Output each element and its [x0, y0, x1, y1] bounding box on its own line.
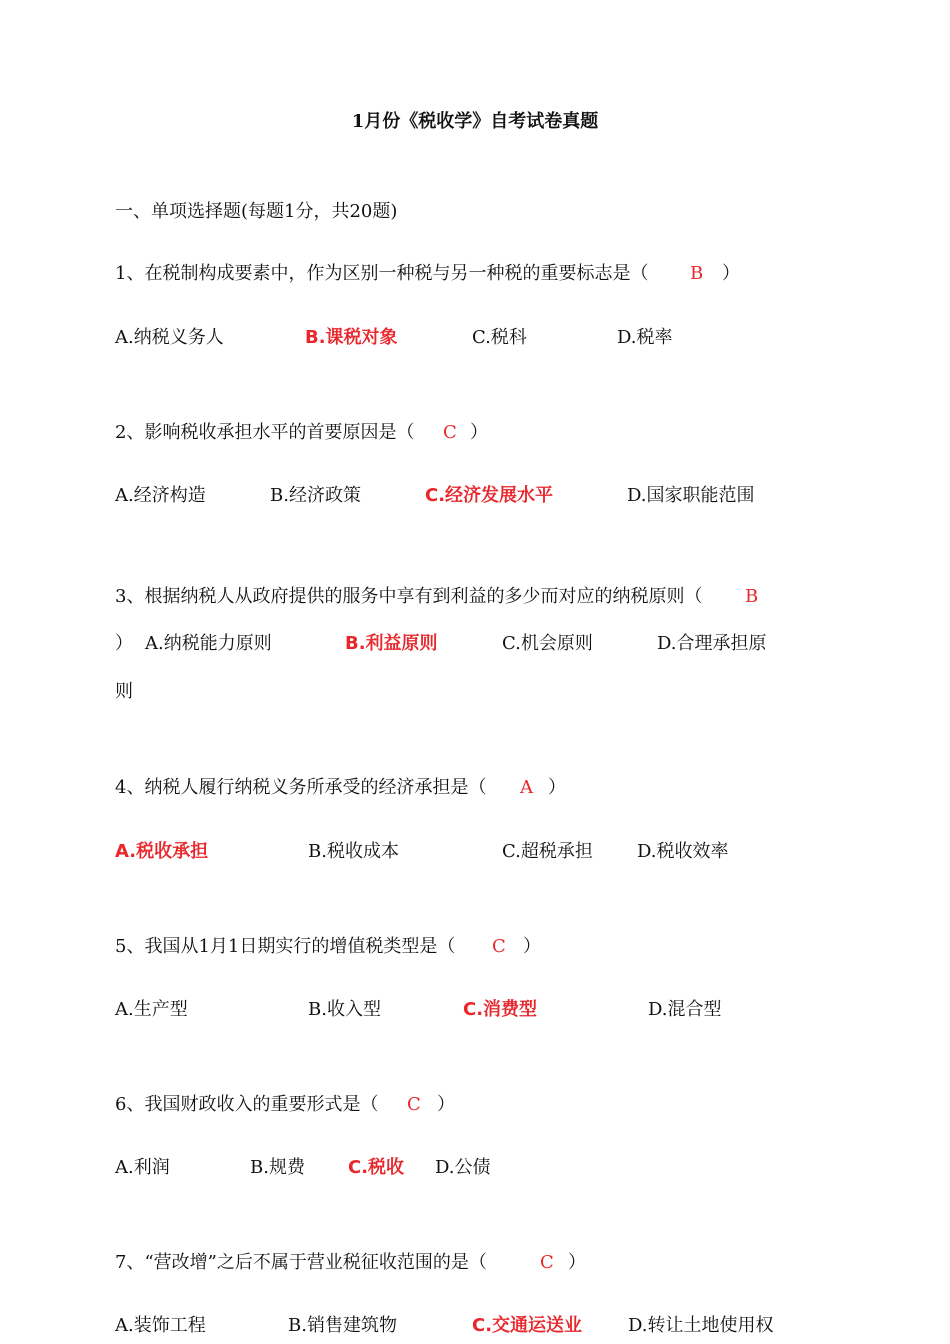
option-b: B.销售建筑物 [288, 1315, 397, 1336]
answer-close: ） [470, 422, 488, 443]
question-stem: 4、纳税人履行纳税义务所承受的经济承担是（ [115, 777, 487, 798]
answer-close: ） [722, 263, 740, 284]
option-c: C.机会原则 [502, 633, 593, 654]
option-b-correct: B.课税对象 [305, 327, 398, 348]
option-d: D.合理承担原 [657, 633, 767, 654]
option-d: D.税收效率 [637, 841, 729, 862]
answer-mark: C [492, 936, 506, 957]
answer-close: ） [437, 1094, 455, 1115]
option-d: D.税率 [617, 327, 673, 348]
page-title: 1月份《税收学》自考试卷真题 [351, 111, 599, 132]
option-c-correct: C.消费型 [463, 999, 538, 1020]
option-b: B.收入型 [308, 999, 381, 1020]
answer-mark: C [407, 1094, 421, 1115]
answer-close: ） [568, 1252, 586, 1273]
option-a: A.生产型 [115, 999, 188, 1020]
option-c-correct: C.经济发展水平 [425, 485, 554, 506]
option-d: D.国家职能范围 [627, 485, 755, 506]
option-b: B.经济政策 [270, 485, 361, 506]
option-a: A.装饰工程 [115, 1315, 206, 1336]
answer-close: ） [115, 633, 133, 654]
question-stem: 5、我国从1月1日期实行的增值税类型是（ [115, 936, 456, 957]
answer-mark: C [540, 1252, 554, 1273]
option-a-correct: A.税收承担 [115, 841, 209, 862]
section-heading: 一、单项选择题(每题1分，共20题) [115, 201, 398, 222]
question-stem: 3、根据纳税人从政府提供的服务中享有到利益的多少而对应的纳税原则（ [115, 586, 703, 607]
option-a: A.纳税义务人 [115, 327, 224, 348]
option-c: C.税科 [472, 327, 527, 348]
option-c-correct: C.税收 [348, 1157, 405, 1178]
question-stem: 1、在税制构成要素中，作为区别一种税与另一种税的重要标志是（ [115, 263, 649, 284]
option-b-correct: B.利益原则 [345, 633, 438, 654]
answer-mark: B [745, 586, 759, 607]
question-stem: 2、影响税收承担水平的首要原因是（ [115, 422, 415, 443]
option-d-wrap: 则 [115, 681, 133, 702]
question-stem: 6、我国财政收入的重要形式是（ [115, 1094, 379, 1115]
option-b: B.税收成本 [308, 841, 399, 862]
option-d: D.公债 [435, 1157, 491, 1178]
option-d: D.混合型 [648, 999, 722, 1020]
option-c: C.超税承担 [502, 841, 593, 862]
option-a: A.纳税能力原则 [145, 633, 272, 654]
question-stem: 7、“营改增”之后不属于营业税征收范围的是（ [115, 1252, 487, 1273]
option-a: A.利润 [115, 1157, 170, 1178]
answer-mark: B [690, 263, 704, 284]
option-b: B.规费 [250, 1157, 305, 1178]
answer-close: ） [548, 777, 566, 798]
answer-mark: C [443, 422, 457, 443]
option-d: D.转让土地使用权 [628, 1315, 774, 1336]
answer-close: ） [523, 936, 541, 957]
option-c-correct: C.交通运送业 [472, 1315, 583, 1336]
answer-mark: A [520, 777, 533, 798]
option-a: A.经济构造 [115, 485, 206, 506]
